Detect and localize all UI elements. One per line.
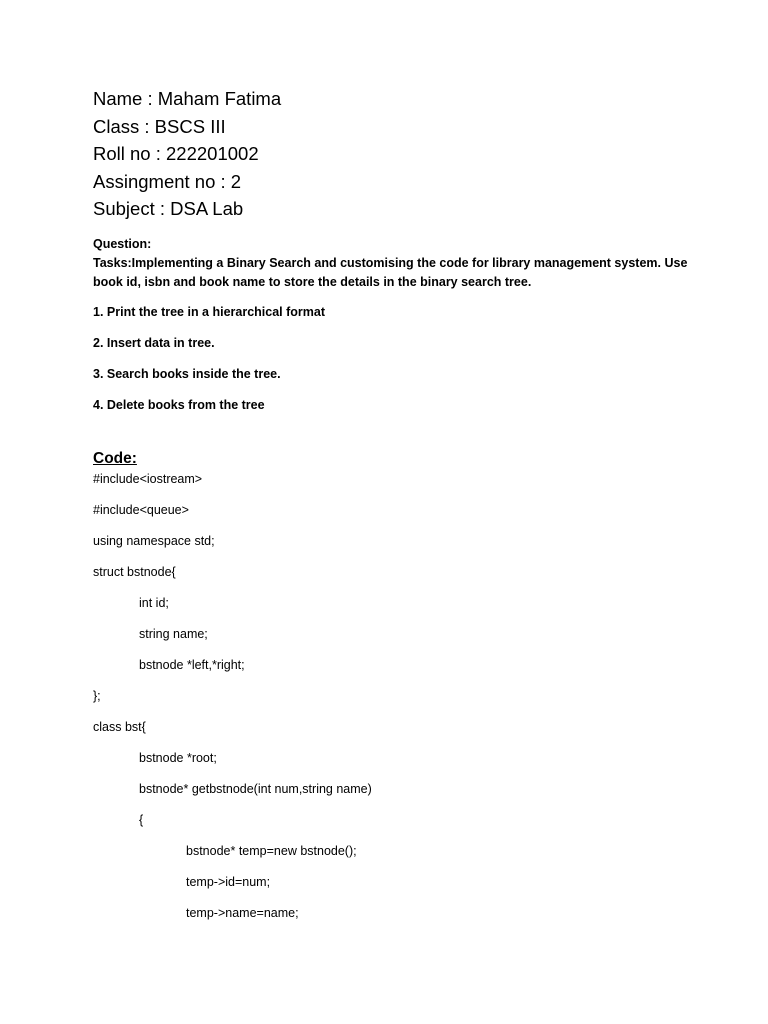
code-line: struct bstnode{ xyxy=(93,565,176,579)
code-heading: Code: xyxy=(93,450,137,467)
code-line: bstnode *root; xyxy=(139,751,217,765)
code-line: }; xyxy=(93,689,101,703)
assignment-number: Assingment no : 2 xyxy=(93,171,242,192)
code-line: #include<iostream> xyxy=(93,472,203,486)
task-item: 3. Search books inside the tree. xyxy=(93,367,281,381)
code-line: bstnode* temp=new bstnode(); xyxy=(186,844,357,858)
code-line: #include<queue> xyxy=(93,503,189,517)
code-line: class bst{ xyxy=(93,720,146,734)
task-item: 2. Insert data in tree. xyxy=(93,336,215,350)
code-line: string name; xyxy=(139,627,208,641)
subject: Subject : DSA Lab xyxy=(93,198,244,219)
student-class: Class : BSCS III xyxy=(93,116,226,137)
code-line: int id; xyxy=(139,596,169,610)
task-description: Tasks:Implementing a Binary Search and customising the code for library management system. Use book id, isbn and book name to store the details in the binary search tree. xyxy=(93,256,688,289)
code-line: using namespace std; xyxy=(93,534,215,548)
code-line: bstnode* getbstnode(int num,string name) xyxy=(139,782,372,796)
task-item: 1. Print the tree in a hierarchical format xyxy=(93,305,326,319)
student-name: Name : Maham Fatima xyxy=(93,88,282,109)
question-label: Question: xyxy=(93,237,152,251)
code-line: { xyxy=(139,813,144,827)
task-item: 4. Delete books from the tree xyxy=(93,398,265,412)
code-line: temp->name=name; xyxy=(186,906,299,920)
roll-number: Roll no : 222201002 xyxy=(93,143,259,164)
code-line: temp->id=num; xyxy=(186,875,271,889)
code-line: bstnode *left,*right; xyxy=(139,658,245,672)
